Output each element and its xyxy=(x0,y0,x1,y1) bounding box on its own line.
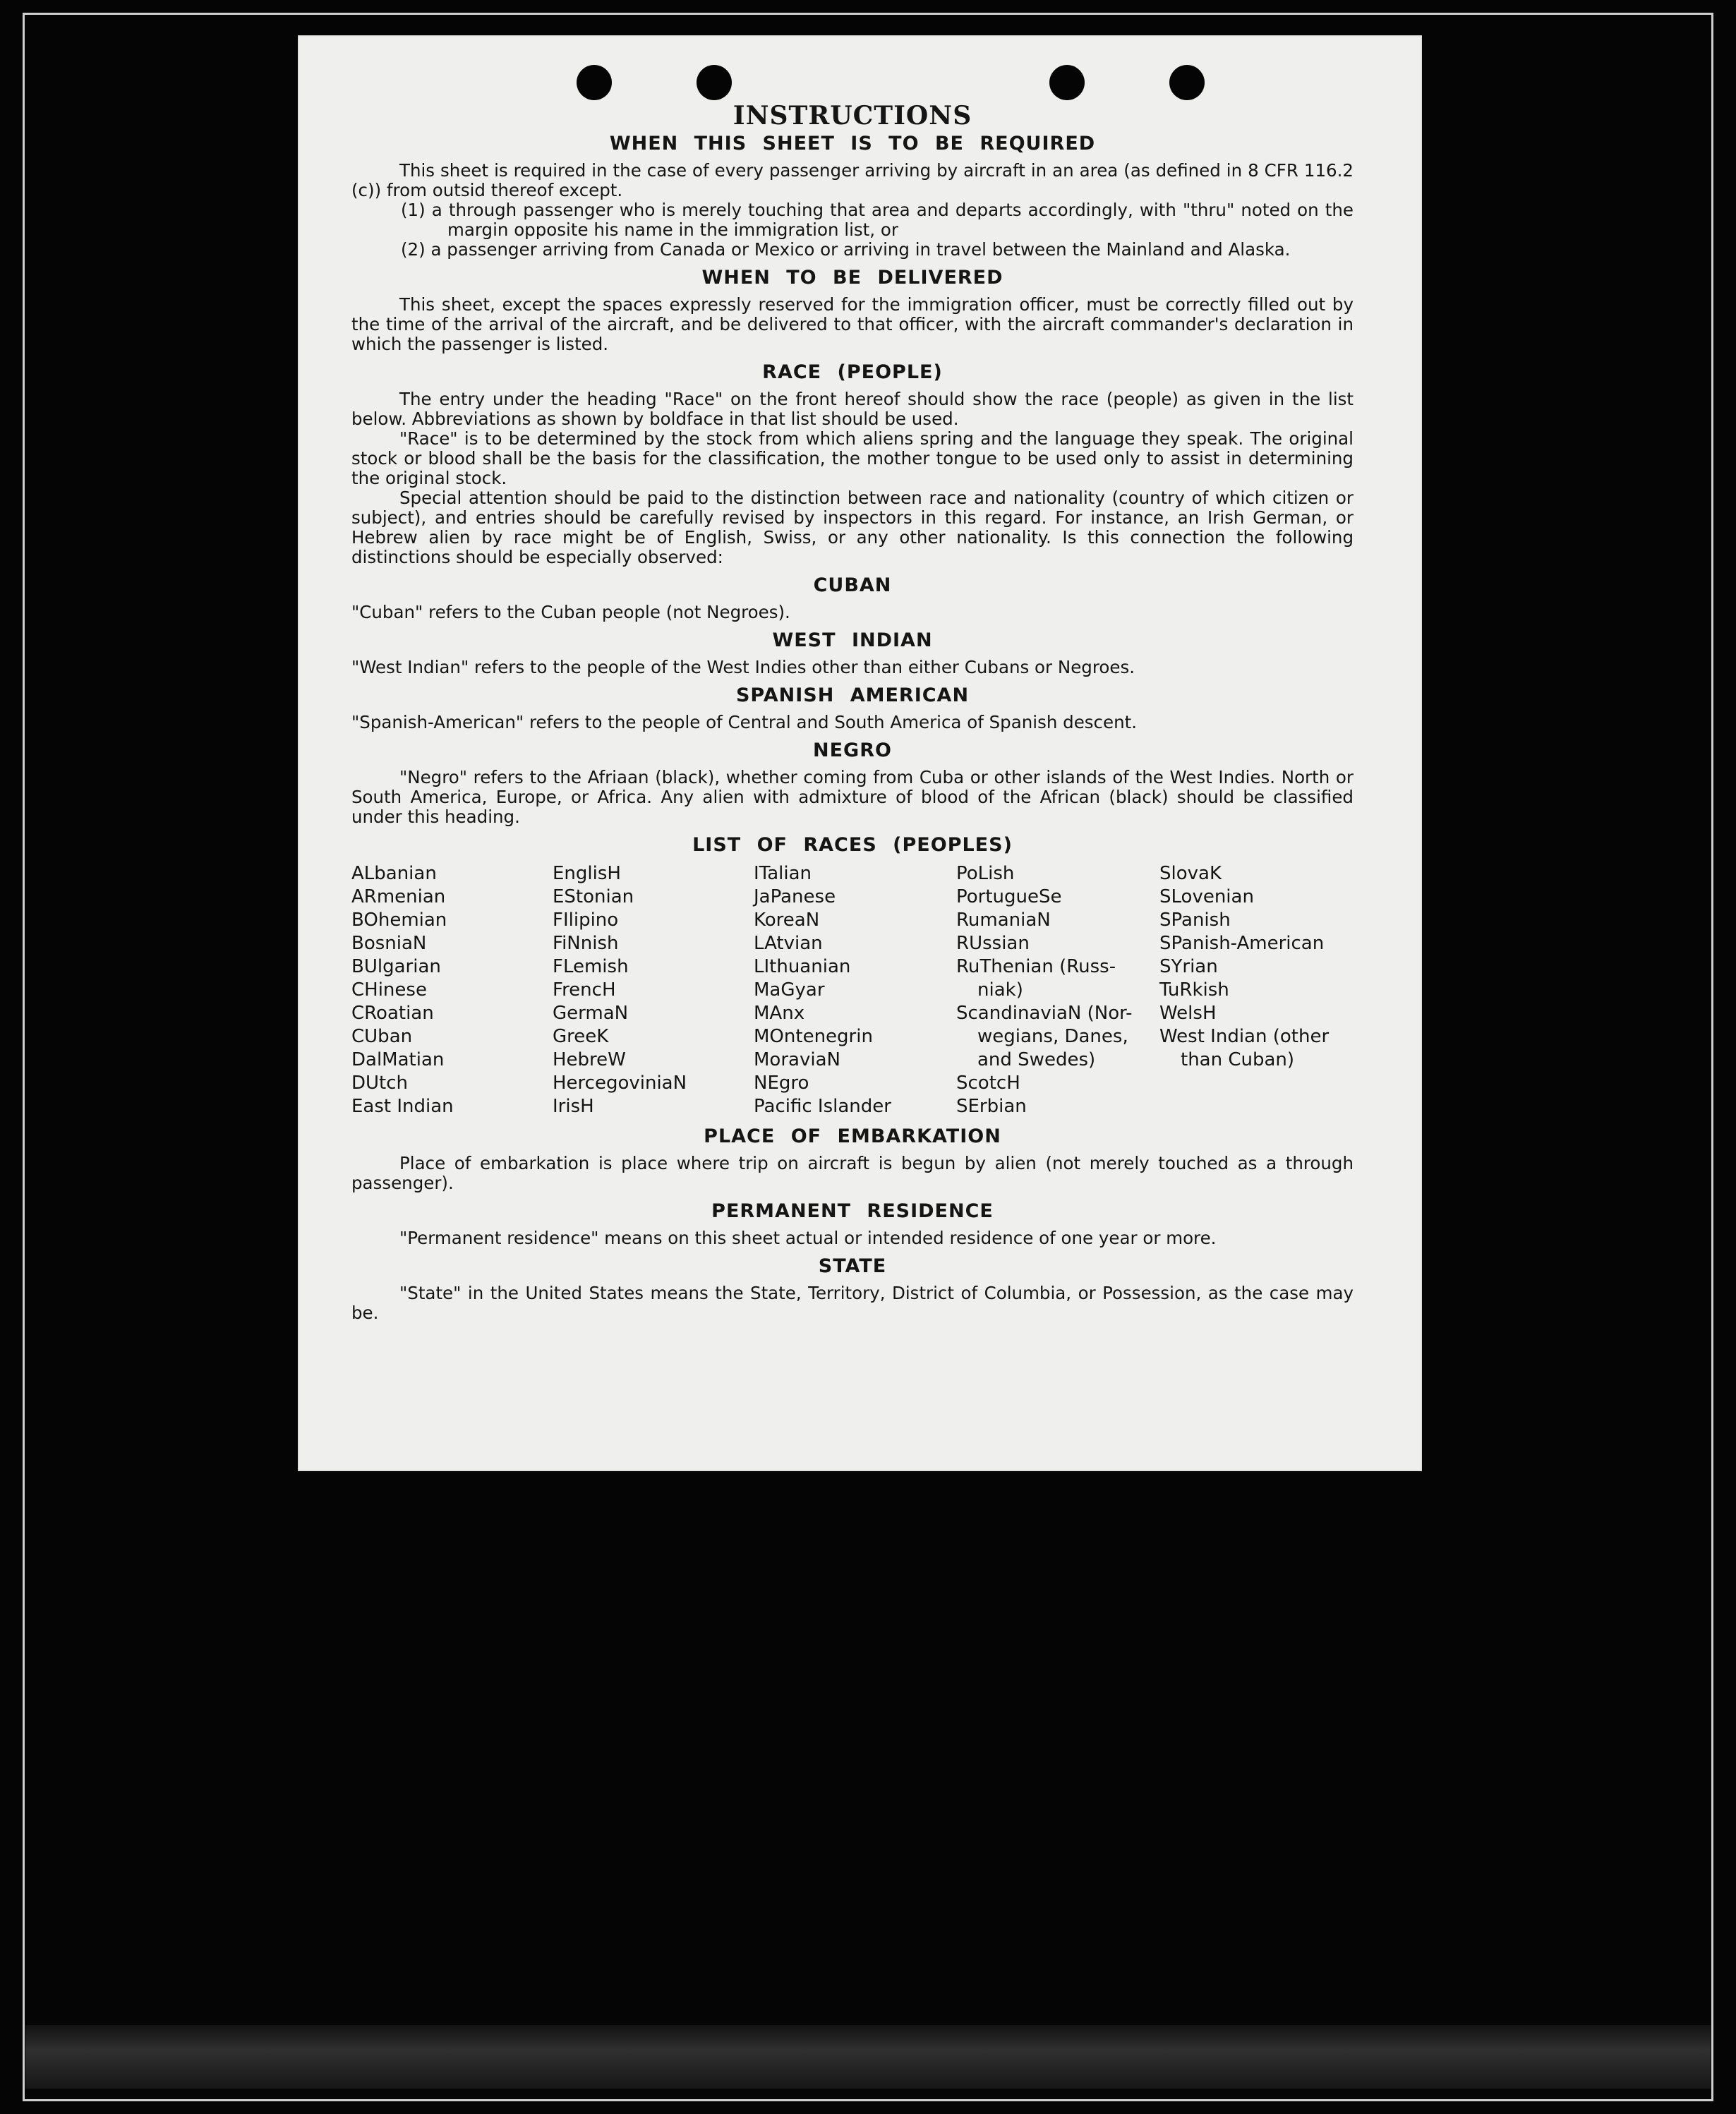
punch-hole xyxy=(1169,65,1205,100)
paragraph: "State" in the United States means the State, Territory, District of Columbia, or Possession, as the case may be. xyxy=(351,1283,1354,1323)
document-title: INSTRUCTIONS xyxy=(733,101,972,131)
race-entry: FLemish xyxy=(553,956,629,977)
paragraph: "Spanish-American" refers to the people of Central and South America of Spanish descent. xyxy=(351,712,1138,732)
punch-hole xyxy=(697,65,732,100)
paragraph: "West Indian" refers to the people of the West Indies other than either Cubans or Negroes. xyxy=(351,657,1135,677)
paragraph: Special attention should be paid to the distinction between race and nationality (country of which citizen or subject), and entries should be carefully revised by inspectors in this regard. For instance, an Irish German, or Hebrew alien by race might be of English, Swiss, or any other nationality. Is this connection the following distinctions should be especially observed: xyxy=(351,488,1354,567)
race-entry: MAnx xyxy=(754,1003,805,1024)
races-list xyxy=(351,862,1354,1118)
race-entry: SPanish-American xyxy=(1159,933,1325,954)
race-entry: Pacific Islander xyxy=(754,1096,891,1117)
heading-residence: PERMANENT RESIDENCE xyxy=(711,1200,994,1222)
race-entry: MaGyar xyxy=(754,979,825,1001)
races-column xyxy=(553,862,754,1118)
race-entry: DUtch xyxy=(351,1073,409,1094)
heading-cuban: CUBAN xyxy=(813,574,892,596)
race-entry: GreeK xyxy=(553,1026,609,1047)
paragraph: "Permanent residence" means on this sheet actual or intended residence of one year or more. xyxy=(399,1228,1217,1248)
heading-required: WHEN THIS SHEET IS TO BE REQUIRED xyxy=(609,133,1096,155)
race-entry: FiNnish xyxy=(553,933,619,954)
races-column xyxy=(351,862,553,1118)
race-entry: EStonian xyxy=(553,886,634,907)
race-entry: SlovaK xyxy=(1159,863,1222,884)
heading-race: RACE (PEOPLE) xyxy=(762,361,943,383)
race-entry: RumaniaN xyxy=(956,910,1051,931)
race-entry: GermaN xyxy=(553,1003,629,1024)
race-entry: BUlgarian xyxy=(351,956,441,977)
race-entry: CUban xyxy=(351,1026,413,1047)
race-entry: RuThenian (Russ- niak) xyxy=(956,956,1116,1001)
race-entry: FIlipino xyxy=(553,910,619,931)
race-entry: NEgro xyxy=(754,1073,809,1094)
race-entry: LIthuanian xyxy=(754,956,851,977)
race-entry: SLovenian xyxy=(1159,886,1254,907)
paragraph: This sheet is required in the case of every passenger arriving by aircraft in an area (as defined in 8 CFR 116.2 (c)) from outsid thereof except. xyxy=(351,160,1354,200)
race-entry: SYrian xyxy=(1159,956,1218,977)
paragraph: Place of embarkation is place where trip on aircraft is begun by alien (not merely touched as a through passenger). xyxy=(351,1153,1354,1193)
race-entry: RUssian xyxy=(956,933,1030,954)
race-entry: MOntenegrin xyxy=(754,1026,873,1047)
race-entry: BosniaN xyxy=(351,933,427,954)
race-entry: MoraviaN xyxy=(754,1049,840,1070)
document-sheet xyxy=(298,35,1422,1471)
heading-spanish-american: SPANISH AMERICAN xyxy=(735,684,970,706)
race-entry: PoLish xyxy=(956,863,1015,884)
heading-negro: NEGRO xyxy=(813,739,892,761)
race-entry: EnglisH xyxy=(553,863,621,884)
paragraph: "Negro" refers to the Afriaan (black), whether coming from Cuba or other islands of the West Indies. North or South America, Europe, or Africa. Any alien with admixture of blood of the African (black) should be classified under this heading. xyxy=(351,767,1354,827)
race-entry: JaPanese xyxy=(754,886,836,907)
race-entry: SPanish xyxy=(1159,910,1231,931)
race-entry: HebreW xyxy=(553,1049,626,1070)
race-entry: ScotcH xyxy=(956,1073,1020,1094)
list-item: (2) a passenger arriving from Canada or Mexico or arriving in travel between the Mainland and Alaska. xyxy=(401,239,1291,260)
race-entry: West Indian (other than Cuban) xyxy=(1159,1026,1330,1070)
list-item: (1) a through passenger who is merely touching that area and departs accordingly, with "thru" noted on the margin opposite his name in the immigration list, or xyxy=(401,200,1354,240)
race-entry: CHinese xyxy=(351,979,427,1001)
paragraph: "Cuban" refers to the Cuban people (not Negroes). xyxy=(351,602,790,622)
race-entry: CRoatian xyxy=(351,1003,434,1024)
document-body xyxy=(351,101,1354,1323)
heading-embarkation: PLACE OF EMBARKATION xyxy=(704,1125,1001,1147)
race-entry: LAtvian xyxy=(754,933,823,954)
race-entry: ARmenian xyxy=(351,886,446,907)
race-entry: IrisH xyxy=(553,1096,594,1117)
race-entry: ITalian xyxy=(754,863,812,884)
race-entry: East Indian xyxy=(351,1096,454,1117)
race-entry: HercegoviniaN xyxy=(553,1073,687,1094)
race-entry: DalMatian xyxy=(351,1049,445,1070)
races-column xyxy=(1159,862,1354,1118)
punch-hole xyxy=(577,65,612,100)
race-entry: BOhemian xyxy=(351,910,447,931)
paragraph: "Race" is to be determined by the stock from which aliens spring and the language they speak. The original stock or blood shall be the basis for the classification, the mother tongue to be used only to assist in determining the original stock. xyxy=(351,428,1354,488)
race-entry: SErbian xyxy=(956,1096,1027,1117)
races-column xyxy=(956,862,1159,1118)
heading-west-indian: WEST INDIAN xyxy=(772,629,933,651)
paragraph: The entry under the heading "Race" on the front hereof should show the race (people) as given in the list below. Abbreviations as shown by boldface in that list should be used. xyxy=(351,389,1354,429)
heading-state: STATE xyxy=(818,1255,887,1277)
heading-list-of-races: LIST OF RACES (PEOPLES) xyxy=(692,834,1013,856)
race-entry: TuRkish xyxy=(1159,979,1229,1001)
race-entry: ALbanian xyxy=(351,863,437,884)
race-entry: KoreaN xyxy=(754,910,820,931)
race-entry: ScandinaviaN (Nor- wegians, Danes, and Swedes) xyxy=(956,1003,1133,1070)
races-column xyxy=(754,862,956,1118)
paragraph: This sheet, except the spaces expressly reserved for the immigration officer, must be correctly filled out by the time of the arrival of the aircraft, and be delivered to that officer, with the aircraft commander's declaration in which the passenger is listed. xyxy=(351,294,1354,354)
film-edge xyxy=(25,2025,1711,2089)
race-entry: WelsH xyxy=(1159,1003,1217,1024)
race-entry: FrencH xyxy=(553,979,616,1001)
race-entry: PortugueSe xyxy=(956,886,1062,907)
punch-hole xyxy=(1049,65,1085,100)
heading-delivered: WHEN TO BE DELIVERED xyxy=(701,267,1003,289)
